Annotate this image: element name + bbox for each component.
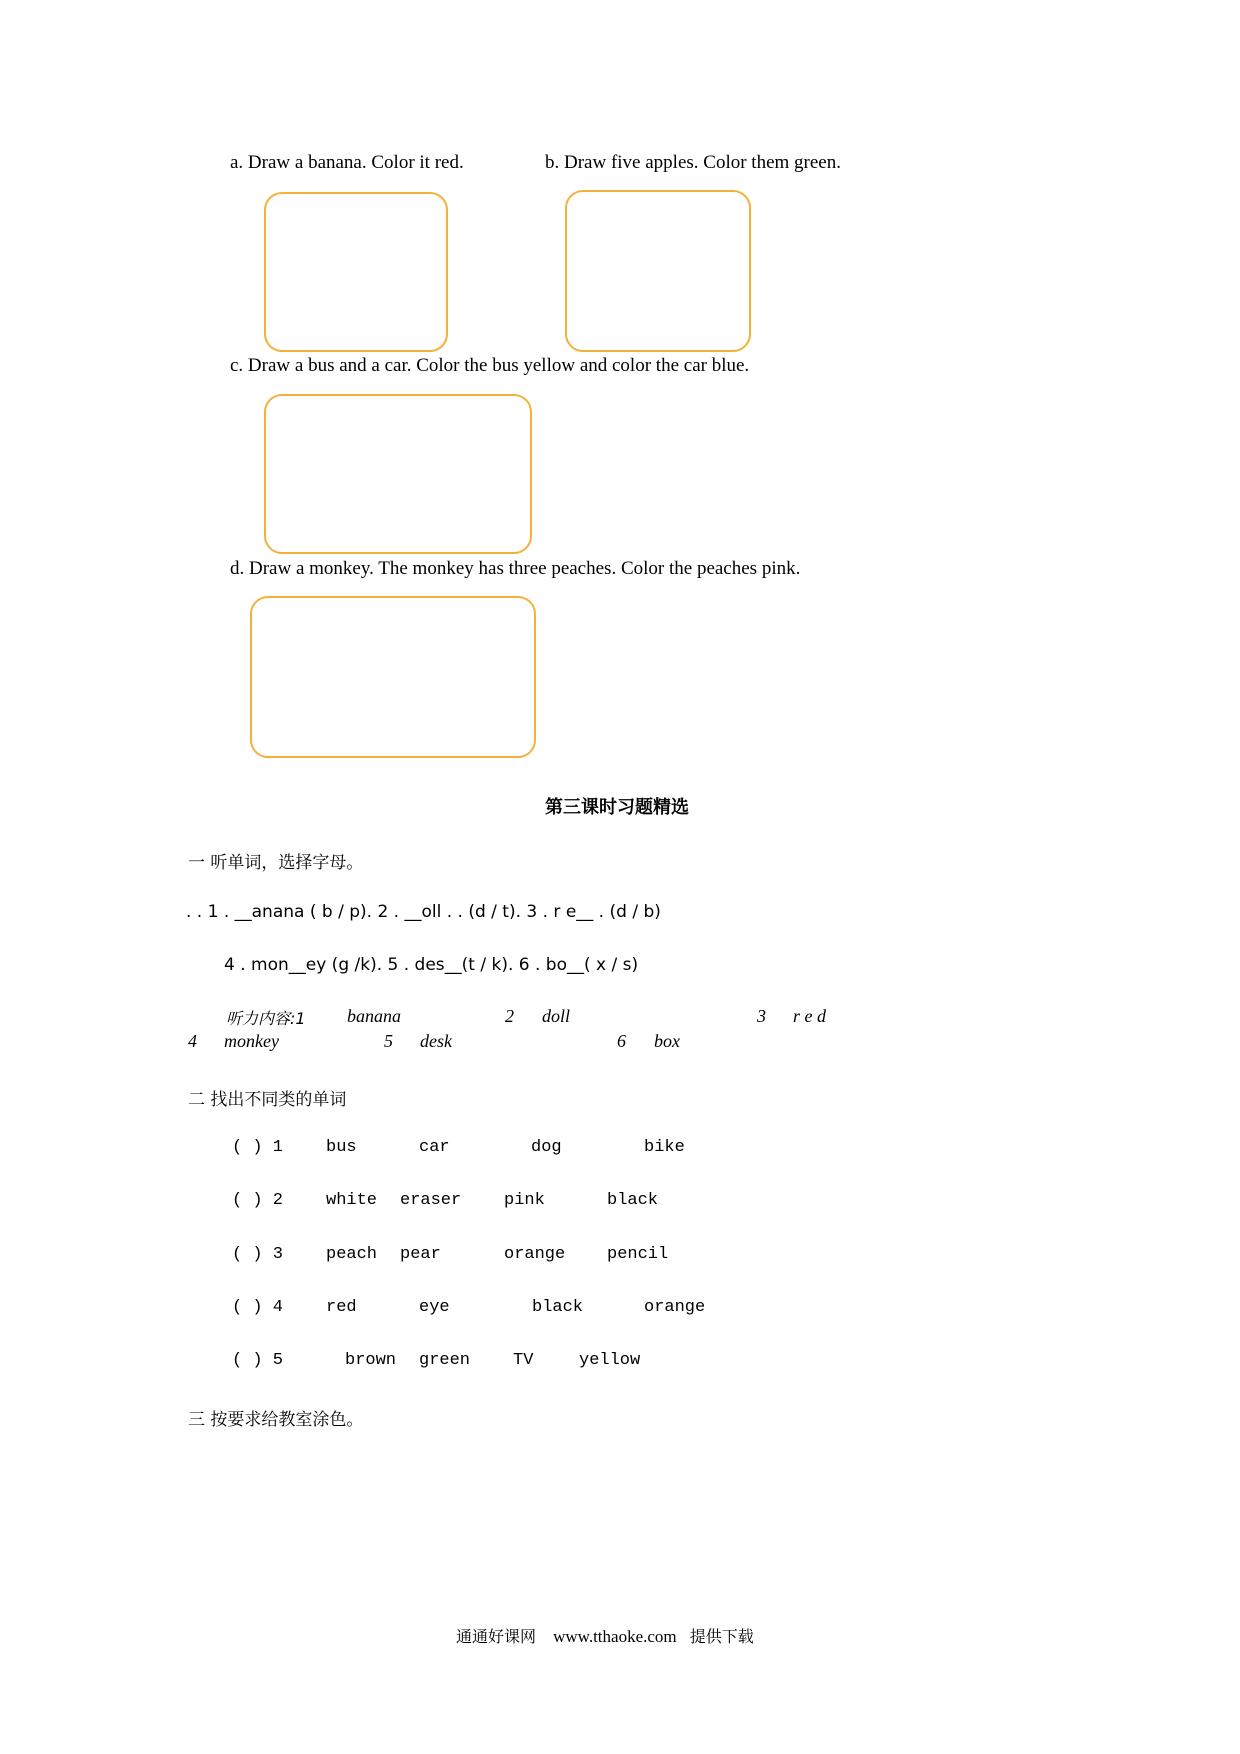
word: pear <box>400 1245 441 1264</box>
listening-num: 4 <box>188 1031 197 1051</box>
section1-line2: 4 . mon__ey (g /k). 5 . des__(t / k). 6 . bo__( x / s) <box>224 955 639 975</box>
row-number: ( ) 4 <box>232 1298 284 1317</box>
word: eye <box>419 1298 450 1317</box>
word: pink <box>504 1191 545 1210</box>
row-number: ( ) 1 <box>232 1138 284 1157</box>
word: dog <box>531 1138 562 1157</box>
word: white <box>326 1191 378 1210</box>
task-c-text: c. Draw a bus and a car. Color the bus yellow and color the car blue. <box>230 355 750 376</box>
word: pencil <box>607 1245 669 1264</box>
word: brown <box>345 1351 397 1370</box>
listening-word: desk <box>420 1031 452 1051</box>
task-d-text: d. Draw a monkey. The monkey has three peaches. Color the peaches pink. <box>230 558 801 579</box>
listening-num: 2 <box>505 1006 514 1026</box>
listening-word: doll <box>542 1006 571 1026</box>
listening-word: r e d <box>793 1006 826 1026</box>
word: eraser <box>400 1191 462 1210</box>
lesson-title: 第三课时习题精选 <box>545 797 689 818</box>
drawing-box-d <box>250 596 536 758</box>
word: car <box>419 1138 450 1157</box>
task-b-text: b. Draw five apples. Color them green. <box>545 152 841 173</box>
row-number: ( ) 5 <box>232 1351 284 1370</box>
footer-suffix: 提供下载 <box>689 1627 754 1646</box>
listening-word: monkey <box>224 1031 279 1051</box>
word: black <box>532 1298 584 1317</box>
word: peach <box>326 1245 378 1264</box>
word: orange <box>644 1298 706 1317</box>
word: yellow <box>579 1351 641 1370</box>
section3-heading: 三 按要求给教室涂色。 <box>188 1410 364 1430</box>
footer-url[interactable]: www.tthaoke.com <box>553 1627 677 1646</box>
task-a-text: a. Draw a banana. Color it red. <box>230 152 464 173</box>
section1-heading: 一 听单词，选择字母。 <box>188 853 364 873</box>
listening-word: banana <box>347 1006 401 1026</box>
drawing-box-b <box>565 190 751 352</box>
drawing-box-c <box>264 394 532 554</box>
odd-word-row <box>0 1138 1240 1162</box>
odd-word-row <box>0 1298 1240 1322</box>
listening-num: 3 <box>757 1006 766 1026</box>
odd-word-row <box>0 1351 1240 1375</box>
word: black <box>607 1191 659 1210</box>
drawing-box-a <box>264 192 448 352</box>
section1-line1: . . 1 . __anana ( b / p). 2 . __oll . . (d / t). 3 . r e__ . (d / b) <box>186 902 661 922</box>
footer <box>456 1624 754 1647</box>
section2-heading: 二 找出不同类的单词 <box>188 1090 347 1110</box>
word: green <box>419 1351 471 1370</box>
listening-num: 6 <box>617 1031 626 1051</box>
word: red <box>326 1298 357 1317</box>
listening-num: 5 <box>384 1031 393 1051</box>
word: bike <box>644 1138 685 1157</box>
odd-word-row <box>0 1245 1240 1269</box>
footer-site: 通通好课网 <box>456 1627 537 1646</box>
word: bus <box>326 1138 357 1157</box>
listening-label: 听力内容:1 <box>226 1009 306 1028</box>
listening-word: box <box>654 1031 680 1051</box>
word: orange <box>504 1245 566 1264</box>
odd-word-row <box>0 1191 1240 1215</box>
row-number: ( ) 2 <box>232 1191 284 1210</box>
row-number: ( ) 3 <box>232 1245 284 1264</box>
word: TV <box>513 1351 534 1370</box>
